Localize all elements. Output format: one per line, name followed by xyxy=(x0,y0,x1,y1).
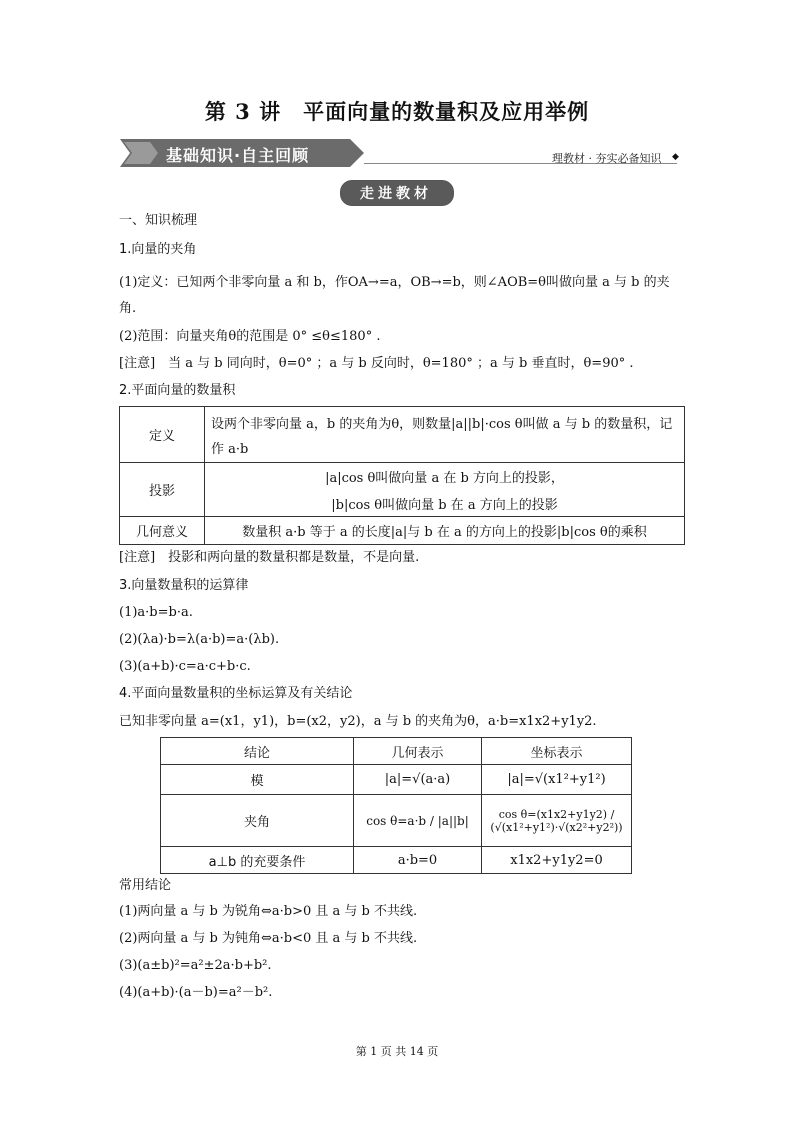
s3-law1: (1)a·b=b·a. xyxy=(119,605,193,620)
table-cell: |a|=√(a·a) xyxy=(354,765,482,795)
s3-law3: (3)(a+b)·c=a·c+b·c. xyxy=(119,659,251,674)
section-heading: 一、知识梳理 xyxy=(119,213,198,228)
page-title: 第 3 讲 平面向量的数量积及应用举例 xyxy=(204,99,590,124)
table-cell-line: 设两个非零向量 a，b 的夹角为θ，则数量|a||b|·cos θ叫做 a 与 b 的数量积，记 xyxy=(211,416,673,432)
table-cell-line: |b|cos θ叫做向量 b 在 a 方向上的投影 xyxy=(331,497,558,513)
table-cell: a⊥b 的充要条件 xyxy=(161,847,354,874)
table-row xyxy=(161,765,632,795)
table-cell: 数量积 a·b 等于 a 的长度|a|与 b 在 a 的方向上的投影|b|cos θ的乘积 xyxy=(205,517,685,545)
table-cell: a·b=0 xyxy=(354,847,482,874)
table-cell: 模 xyxy=(161,765,354,795)
table-header-cell: 结论 xyxy=(161,738,354,765)
dot-product-table xyxy=(119,406,685,545)
common-item3: (3)(a±b)²=a²±2a·b+b². xyxy=(119,958,272,973)
s2-note: [注意] 投影和两向量的数量积都是数量，不是向量. xyxy=(119,550,420,565)
s1-def-line2: 角. xyxy=(119,301,137,316)
table-row xyxy=(120,407,685,463)
s3-heading: 3.向量数量积的运算律 xyxy=(119,578,249,593)
banner-left-text: 基础知识·自主回顾 xyxy=(166,146,310,165)
table-row xyxy=(161,847,632,874)
coordinate-table xyxy=(160,737,632,874)
table-header-cell: 几何表示 xyxy=(354,738,482,765)
common-item4: (4)(a+b)·(a－b)=a²－b². xyxy=(119,985,273,1000)
table-row xyxy=(161,795,632,847)
diamond-icon: ◆ xyxy=(672,152,679,162)
s3-law2: (2)(λa)·b=λ(a·b)=a·(λb). xyxy=(119,632,280,647)
table-header-cell: 定义 xyxy=(120,407,205,463)
table-cell: 夹角 xyxy=(161,795,354,847)
common-item2: (2)两向量 a 与 b 为钝角⇔a·b<0 且 a 与 b 不共线. xyxy=(119,931,418,946)
s2-heading: 2.平面向量的数量积 xyxy=(119,383,236,398)
table-header-cell: 几何意义 xyxy=(120,517,205,545)
banner-right-text: 理教材 · 夯实必备知识 xyxy=(552,152,662,165)
table-cell xyxy=(205,463,685,517)
table-row xyxy=(120,463,685,517)
page-footer: 第 1 页 共 14 页 xyxy=(355,1045,439,1058)
table-header-cell: 投影 xyxy=(120,463,205,517)
table-row xyxy=(120,517,685,545)
table-cell-line: |a|cos θ叫做向量 a 在 b 方向上的投影， xyxy=(325,470,564,486)
subhead-text: 走进教材 xyxy=(360,186,432,202)
s1-heading: 1.向量的夹角 xyxy=(119,242,197,257)
table-row xyxy=(161,738,632,765)
common-heading: 常用结论 xyxy=(119,878,172,893)
table-cell xyxy=(205,407,685,463)
table-cell-line: 作 a·b xyxy=(211,441,249,457)
s4-intro: 已知非零向量 a=(x1，y1)，b=(x2，y2)，a 与 b 的夹角为θ，a·b=x1x2+y1y2. xyxy=(119,714,597,729)
s1-def-line1: (1)定义：已知两个非零向量 a 和 b，作OA→=a，OB→=b，则∠AOB=θ叫做向量 a 与 b 的夹 xyxy=(119,275,670,290)
table-cell: |a|=√(x1²+y1²) xyxy=(482,765,632,795)
table-cell: cos θ=a·b / |a||b| xyxy=(354,795,482,847)
table-cell: x1x2+y1y2=0 xyxy=(482,847,632,874)
s1-note: [注意] 当 a 与 b 同向时，θ=0° ；a 与 b 反向时，θ=180° ；a 与 b 垂直时，θ=90° . xyxy=(119,356,634,371)
s4-heading: 4.平面向量数量积的坐标运算及有关结论 xyxy=(119,686,353,701)
table-header-cell: 坐标表示 xyxy=(482,738,632,765)
common-item1: (1)两向量 a 与 b 为锐角⇔a·b>0 且 a 与 b 不共线. xyxy=(119,904,418,919)
s1-range: (2)范围：向量夹角θ的范围是 0° ≤θ≤180° . xyxy=(119,329,381,344)
table-cell: cos θ=(x1x2+y1y2) / (√(x1²+y1²)·√(x2²+y2²)) xyxy=(482,795,632,847)
